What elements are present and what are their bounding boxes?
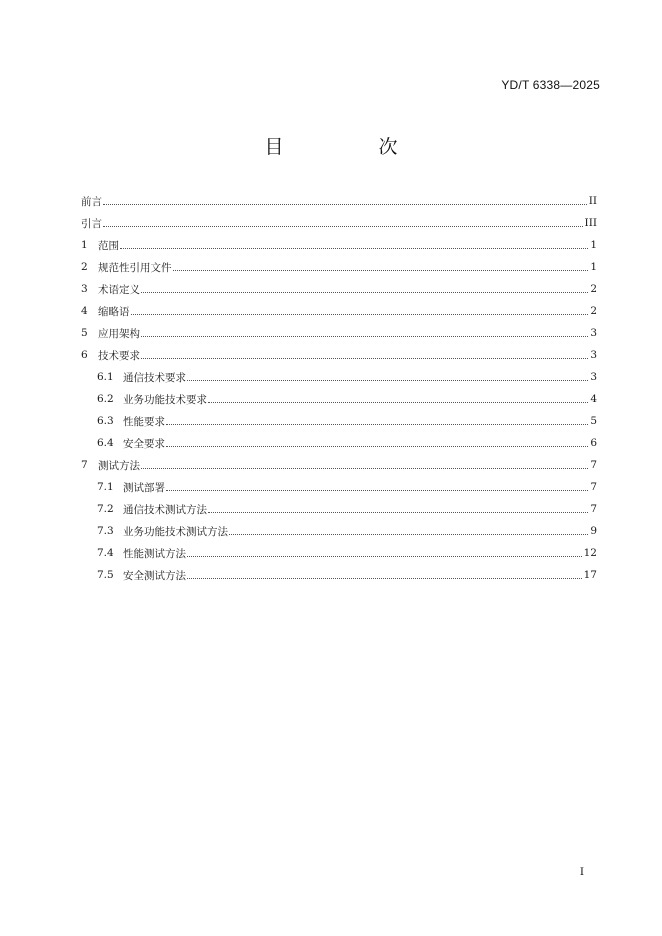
toc-entry[interactable] [81, 564, 597, 586]
toc-entry-number: 7.2 [97, 503, 114, 515]
toc-dot-leader [141, 335, 588, 337]
toc-entry-page: 6 [590, 437, 597, 449]
toc-dot-leader [103, 225, 583, 227]
toc-entry[interactable] [81, 344, 597, 366]
toc-entry-number: 1 [81, 239, 88, 251]
toc-entry-number: 6.3 [97, 415, 114, 427]
toc-entry[interactable] [81, 520, 597, 542]
toc-dot-leader [173, 269, 589, 271]
toc-entry-page: 12 [583, 547, 597, 559]
toc-entry-number: 3 [81, 283, 88, 295]
toc-dot-leader [141, 291, 588, 293]
toc-dot-leader [166, 445, 588, 447]
toc-entry-number: 7.4 [97, 547, 114, 559]
toc-dot-leader [187, 379, 588, 381]
toc-entry-label: 技术要求 [98, 349, 140, 362]
toc-entry[interactable] [81, 498, 597, 520]
toc-dot-leader [103, 203, 587, 205]
toc-entry-page: 9 [590, 525, 597, 537]
toc-entry-number: 2 [81, 261, 88, 273]
toc-entry-label: 通信技术测试方法 [123, 503, 207, 516]
toc-entry-number: 6.2 [97, 393, 114, 405]
toc-entry[interactable] [81, 234, 597, 256]
toc-entry-page: 7 [590, 481, 597, 493]
toc-entry[interactable] [81, 300, 597, 322]
toc-entry-label: 术语定义 [98, 283, 140, 296]
toc-dot-leader [229, 533, 588, 535]
toc-entry-page: 5 [590, 415, 597, 427]
toc-entry-label: 前言 [81, 195, 102, 208]
toc-entry-page: 2 [590, 283, 597, 295]
toc-dot-leader [166, 489, 588, 491]
toc-dot-leader [208, 401, 588, 403]
toc-entry-page: 1 [590, 261, 597, 273]
toc-entry-page: 7 [590, 459, 597, 471]
toc-entry-number: 6.4 [97, 437, 114, 449]
toc-entry-label: 应用架构 [98, 327, 140, 340]
toc-entry-number: 7.1 [97, 481, 114, 493]
toc-dot-leader [187, 555, 582, 557]
toc-entry-page: 3 [590, 327, 597, 339]
toc-dot-leader [131, 313, 589, 315]
toc-entry-label: 性能测试方法 [123, 547, 186, 560]
toc-entry-label: 测试方法 [98, 459, 140, 472]
toc-entry[interactable] [81, 256, 597, 278]
toc-entry-number: 5 [81, 327, 88, 339]
toc-entry-label: 范围 [98, 239, 119, 252]
toc-entry-number: 7 [81, 459, 88, 471]
toc-dot-leader [187, 577, 582, 579]
toc-entry-number: 6 [81, 349, 88, 361]
toc-title: 目 次 [264, 136, 436, 158]
toc-entry[interactable] [81, 388, 597, 410]
toc-entry-page: 1 [590, 239, 597, 251]
table-of-contents [81, 190, 597, 586]
toc-entry-label: 通信技术要求 [123, 371, 186, 384]
toc-entry[interactable] [81, 410, 597, 432]
toc-dot-leader [120, 247, 588, 249]
toc-entry-label: 安全要求 [123, 437, 165, 450]
toc-entry[interactable] [81, 542, 597, 564]
toc-dot-leader [141, 467, 588, 469]
toc-entry-label: 测试部署 [123, 481, 165, 494]
toc-entry-number: 4 [81, 305, 88, 317]
toc-entry-number: 7.5 [97, 569, 114, 581]
document-code: YD/T 6338—2025 [501, 78, 600, 92]
toc-dot-leader [166, 423, 588, 425]
toc-entry[interactable] [81, 212, 597, 234]
toc-entry[interactable] [81, 322, 597, 344]
page-number: I [579, 866, 584, 878]
toc-entry-label: 缩略语 [98, 305, 130, 318]
toc-entry-label: 引言 [81, 217, 102, 230]
toc-entry-label: 性能要求 [123, 415, 165, 428]
toc-entry-label: 规范性引用文件 [98, 261, 172, 274]
toc-entry-page: III [584, 217, 597, 229]
toc-entry[interactable] [81, 454, 597, 476]
toc-entry-label: 安全测试方法 [123, 569, 186, 582]
toc-entry[interactable] [81, 476, 597, 498]
toc-entry-number: 7.3 [97, 525, 114, 537]
toc-entry-label: 业务功能技术要求 [123, 393, 207, 406]
toc-entry-page: II [588, 195, 597, 207]
toc-entry-page: 7 [590, 503, 597, 515]
toc-dot-leader [208, 511, 588, 513]
toc-entry-page: 17 [583, 569, 597, 581]
toc-entry-page: 2 [590, 305, 597, 317]
toc-dot-leader [141, 357, 588, 359]
toc-entry-page: 3 [590, 349, 597, 361]
toc-entry-page: 4 [590, 393, 597, 405]
toc-entry[interactable] [81, 432, 597, 454]
toc-entry[interactable] [81, 190, 597, 212]
toc-entry-number: 6.1 [97, 371, 114, 383]
toc-entry[interactable] [81, 278, 597, 300]
toc-entry-label: 业务功能技术测试方法 [123, 525, 228, 538]
toc-entry-page: 3 [590, 371, 597, 383]
toc-entry[interactable] [81, 366, 597, 388]
